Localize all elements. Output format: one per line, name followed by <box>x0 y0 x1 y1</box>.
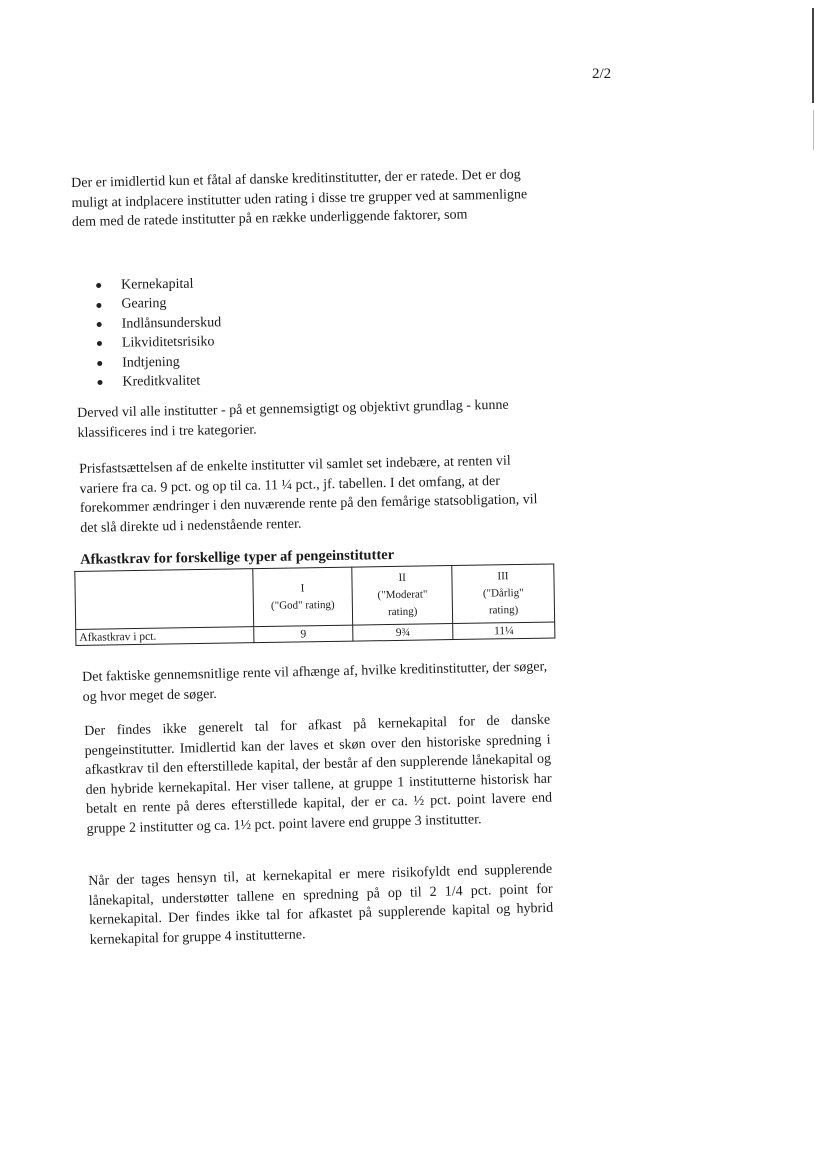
bullet-icon <box>97 361 102 366</box>
factor-label: Indtjening <box>122 354 180 371</box>
rating-table <box>74 563 555 646</box>
history-paragraph: Der findes ikke generelt tal for afkast på kernekapital for de danske pengeinstitutter. Imidlertid kan der laves et skøn over den historiske spredning i afkastkrav til den efterstillede kapital, der består af den supplerende lånekapital og den hybride kernekapital. Her viser tallene, at gruppe 1 institutterne historisk har betalt en rente på deres efterstillede kapital, der er ca. ½ pct. point lavere end gruppe 2 institutter og ca. 1½ pct. point lavere end gruppe 3 institutter. <box>84 712 553 837</box>
list-item <box>97 371 222 392</box>
column-header <box>352 566 453 626</box>
factor-label: Kernekapital <box>121 276 194 293</box>
list-item <box>96 274 221 295</box>
list-item <box>97 332 222 353</box>
column-label: ("Dårlig" <box>482 586 524 600</box>
intro-paragraph: Der er imidlertid kun et fåtal af danske kreditinstitutter, der er ratede. Det er dog muligt at indplacere institutter uden rating i disse tre grupper ved at sammenligne dem med de ratede institutter på en række underliggende faktorer, som <box>71 167 528 231</box>
row-label: Afkastkrav i pct. <box>76 627 254 646</box>
column-numeral: I <box>300 581 305 594</box>
risk-paragraph: Når der tages hensyn til, at kernekapital er mere risikofyldt end supplerende lånekapital, understøtter tallene en spredning på op til 2 1/4 pct. point for kernekapital. Der findes ikke tal for afkastet på supplerende kapital og hybrid kernekapital for gruppe 4 institutterne. <box>88 861 554 948</box>
column-header <box>252 567 353 627</box>
bullet-icon <box>96 283 101 288</box>
factor-label: Kreditkvalitet <box>122 373 201 390</box>
factor-list <box>96 274 222 392</box>
table-cell: 9¾ <box>353 624 453 642</box>
bullet-icon <box>97 341 102 346</box>
bullet-icon <box>97 380 102 385</box>
rating-table-section <box>74 544 555 646</box>
page-number: 2/2 <box>592 66 612 82</box>
column-label-cont: rating) <box>387 605 418 619</box>
table-header-row <box>75 564 555 630</box>
factor-label: Likviditetsrisiko <box>121 334 215 351</box>
average-paragraph: Det faktiske gennemsnitlige rente vil afhænge af, hvilke kreditinstitutter, der søger, og hvor meget de søger. <box>82 659 548 705</box>
table-corner-cell <box>75 569 253 630</box>
page-edge-line-faint <box>813 110 814 150</box>
table-cell: 11¼ <box>453 622 555 640</box>
classification-paragraph: Derved vil alle institutter - på et gennemsigtigt og objektivt grundlag - kunne klassificeres ind i tre kategorier. <box>77 397 509 441</box>
table-cell: 9 <box>253 625 353 643</box>
table-title: Afkastkrav for forskellige typer af pengeinstitutter <box>79 546 395 568</box>
bullet-icon <box>96 303 101 308</box>
pricing-paragraph: Prisfastsættelsen af de enkelte institutter vil samlet set indebære, at renten vil variere fra ca. 9 pct. og op til ca. 11 ¼ pct., jf. tabellen. I det omfang, at der forekommer ændringer i den nuværende rente på den femårige statsobligation, vil det slå direkte ud i nedenstående renter. <box>79 453 538 536</box>
bullet-icon <box>97 322 102 327</box>
list-item <box>97 352 222 373</box>
factor-label: Indlånsunderskud <box>121 315 222 332</box>
list-item <box>96 294 221 315</box>
list-item <box>97 313 222 334</box>
page-edge-line <box>812 8 814 103</box>
factor-label: Gearing <box>121 296 167 313</box>
column-numeral: III <box>497 570 509 583</box>
column-label: ("Moderat" <box>377 588 428 602</box>
column-label-cont: rating) <box>488 604 519 617</box>
column-numeral: II <box>398 571 406 584</box>
column-header <box>452 564 555 624</box>
column-label: ("God" rating) <box>270 598 335 612</box>
